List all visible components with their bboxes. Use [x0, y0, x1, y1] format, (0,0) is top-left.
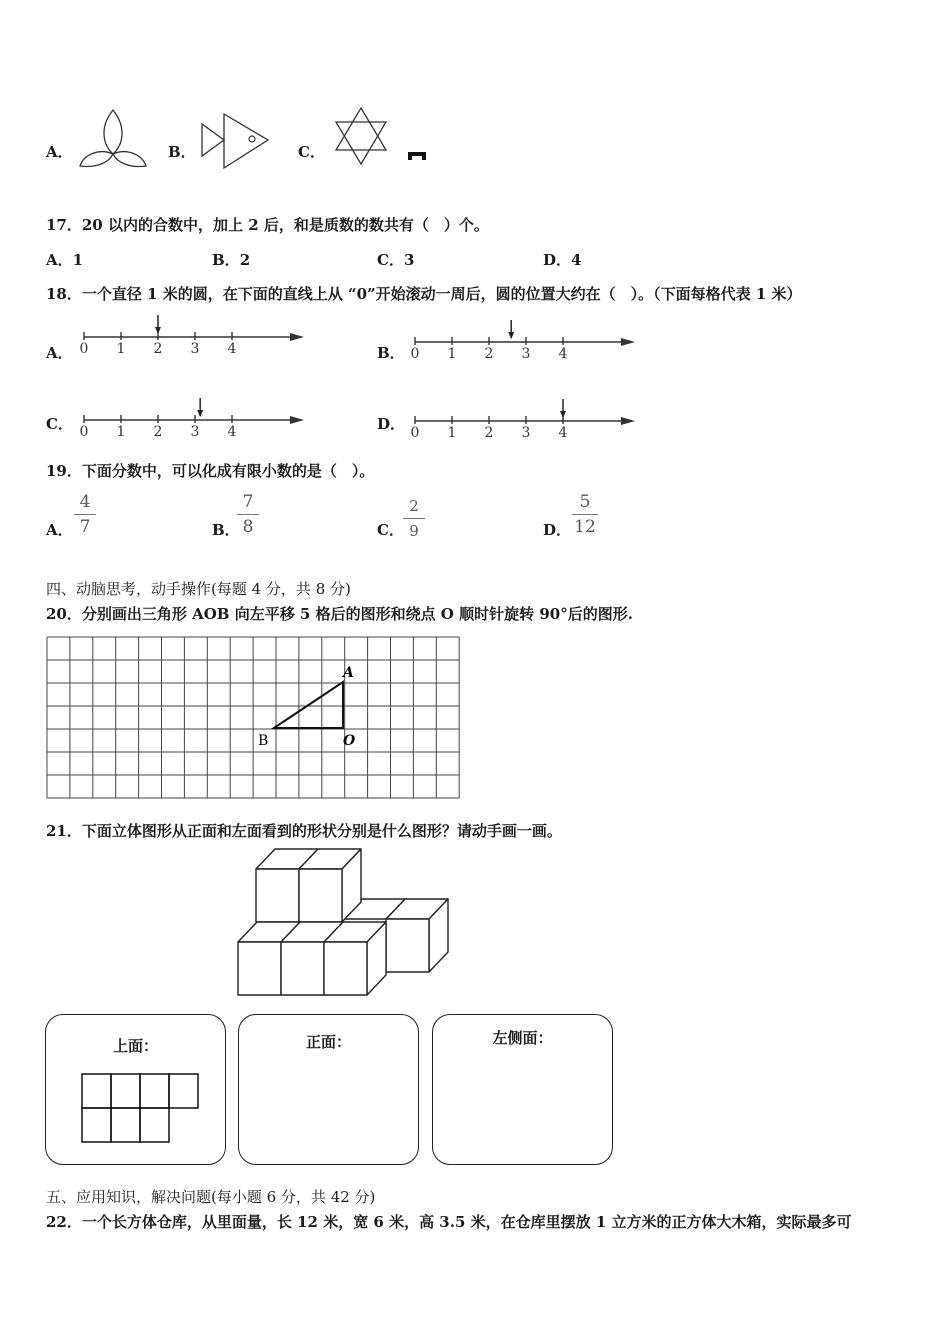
six-point-star-figure-icon	[332, 106, 390, 166]
option-text: 4	[571, 251, 582, 269]
q19-stem: 19．下面分数中，可以化成有限小数的是（ ）。	[46, 462, 375, 480]
axis-arrowhead	[290, 416, 304, 424]
denominator: 8	[242, 517, 254, 537]
axis-arrowhead	[621, 338, 635, 346]
option-key: A．	[46, 251, 73, 269]
section-5-title: 五、应用知识，解决问题(每小题 6 分，共 42 分)	[46, 1188, 376, 1206]
q16-option-a-key: A．	[46, 143, 73, 161]
tick-label: 1	[447, 346, 457, 362]
q20-stem: 20．分别画出三角形 AOB 向左平移 5 格后的图形和绕点 O 顺时针旋转 90°后的图形.	[46, 605, 633, 623]
option-text: 3	[403, 251, 415, 269]
q21-cube-solid	[236, 847, 452, 999]
position-arrowhead	[197, 410, 203, 417]
tick-label: 4	[227, 424, 237, 440]
q17-option-c[interactable]	[377, 249, 414, 270]
denominator: 9	[409, 522, 419, 540]
q18-option-a-key: A．	[46, 344, 73, 362]
tick-label: 4	[558, 425, 568, 441]
q22-stem: 22．一个长方体仓库，从里面量，长 12 米，宽 6 米，高 3.5 米，在仓库里摆放 1 立方米的正方体大木箱，实际最多可	[46, 1213, 852, 1231]
q17-option-b[interactable]	[212, 249, 250, 270]
top-view-drawing	[81, 1073, 201, 1145]
position-arrowhead	[560, 411, 566, 418]
front-view-label: 正面：	[305, 1033, 351, 1051]
q19-option-d-key: D．	[543, 521, 572, 539]
text-cursor-mark-right	[422, 152, 426, 160]
left-view-label: 左侧面：	[492, 1029, 553, 1047]
top-view-box[interactable]	[45, 1014, 226, 1165]
tick-label: 1	[116, 424, 126, 440]
option-key: D．	[543, 251, 572, 269]
q19-option-b-key: B．	[212, 521, 240, 539]
numerator: 5	[579, 492, 591, 512]
q17-option-d[interactable]	[543, 249, 581, 270]
tick-label: 2	[153, 341, 163, 357]
tick-label: 2	[484, 346, 494, 362]
axis-arrowhead	[621, 417, 635, 425]
number-line-c[interactable]	[78, 396, 308, 438]
tick-label: 3	[521, 346, 531, 362]
q19-option-c-key: C．	[377, 521, 404, 539]
tick-label: 2	[484, 425, 494, 441]
number-line-a[interactable]	[78, 313, 308, 357]
option-key: C．	[377, 251, 404, 269]
option-text: 2	[239, 251, 251, 269]
fish-figure-icon	[200, 112, 270, 170]
denominator: 7	[79, 517, 91, 537]
number-line-b[interactable]	[409, 318, 639, 362]
tick-label: 4	[558, 346, 568, 362]
q16-option-b-key: B．	[168, 143, 196, 161]
tick-label: 3	[190, 341, 200, 357]
q19-fraction-c[interactable]	[401, 496, 427, 541]
point-label-b: B	[258, 733, 269, 749]
q20-grid[interactable]	[46, 636, 458, 796]
triangle-aob	[274, 682, 343, 728]
top-view-label: 上面：	[112, 1037, 158, 1055]
q18-option-b-key: B．	[377, 344, 405, 362]
q18-option-d-key: D．	[377, 415, 406, 433]
q19-fraction-d[interactable]	[570, 492, 600, 537]
position-arrowhead	[508, 332, 514, 339]
q18-option-c-key: C．	[46, 415, 73, 433]
front-view-box[interactable]	[238, 1014, 419, 1165]
denominator: 12	[574, 517, 596, 537]
option-key: B．	[212, 251, 240, 269]
point-label-o: O	[343, 733, 356, 749]
tick-label: 4	[227, 341, 237, 357]
numerator: 4	[79, 492, 91, 512]
q17-option-a[interactable]	[46, 249, 83, 270]
text-cursor-mark-left	[408, 152, 412, 160]
q17-stem: 17．20 以内的合数中，加上 2 后，和是质数的数共有（ ）个。	[46, 216, 489, 234]
numerator: 7	[242, 492, 254, 512]
q16-option-c-key: C．	[298, 143, 325, 161]
q21-stem: 21．下面立体图形从正面和左面看到的形状分别是什么图形？请动手画一画。	[46, 822, 562, 840]
tick-label: 1	[447, 425, 457, 441]
tick-label: 0	[79, 341, 89, 357]
q18-stem: 18．一个直径 1 米的圆，在下面的直线上从 “0”开始滚动一周后，圆的位置大约在（ ）。（下面每格代表 1 米）	[46, 285, 802, 303]
tick-label: 2	[153, 424, 163, 440]
tick-label: 3	[190, 424, 200, 440]
tick-label: 0	[79, 424, 89, 440]
point-label-a: A	[343, 665, 354, 681]
q19-fraction-a[interactable]	[72, 492, 98, 537]
tick-label: 0	[410, 425, 420, 441]
q19-fraction-b[interactable]	[235, 492, 261, 537]
tick-label: 0	[410, 346, 420, 362]
three-petal-figure-icon	[78, 104, 148, 170]
q19-option-a-key: A．	[46, 521, 73, 539]
position-arrowhead	[155, 327, 161, 334]
axis-arrowhead	[290, 333, 304, 341]
number-line-d[interactable]	[409, 397, 639, 439]
left-view-box[interactable]	[432, 1014, 613, 1165]
section-4-title: 四、动脑思考，动手操作(每题 4 分，共 8 分)	[46, 580, 351, 598]
option-text: 1	[72, 251, 84, 269]
tick-label: 1	[116, 341, 126, 357]
tick-label: 3	[521, 425, 531, 441]
numerator: 2	[409, 497, 419, 515]
